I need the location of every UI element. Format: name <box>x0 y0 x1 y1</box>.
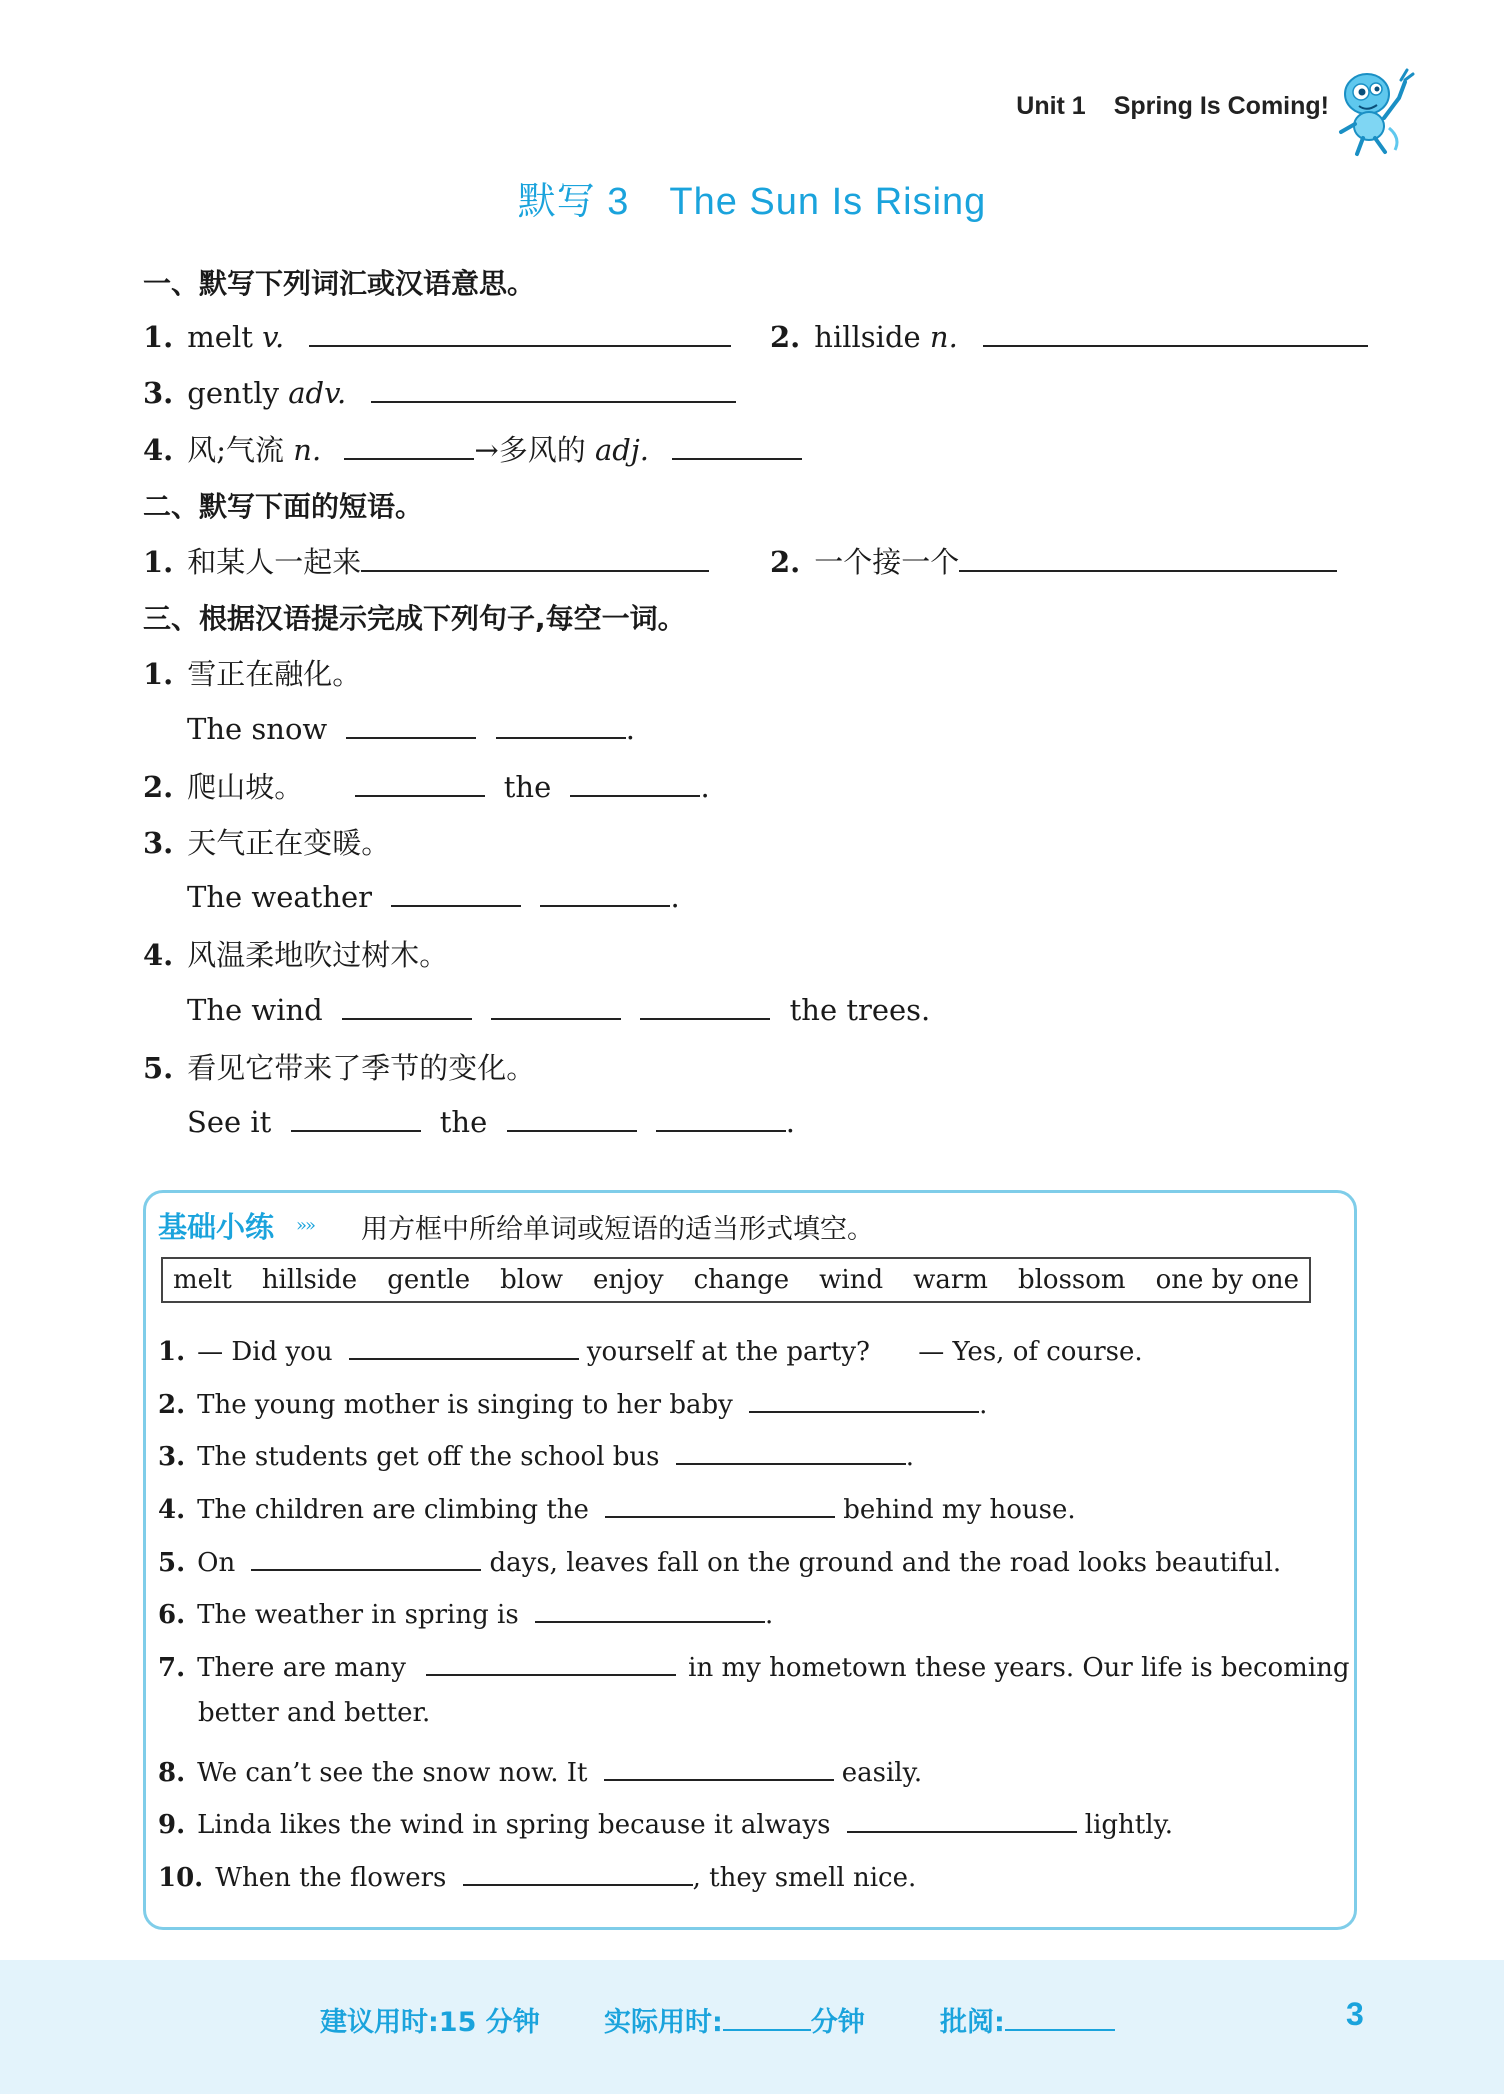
s3-item-4-en: The wind the trees. <box>187 990 930 1027</box>
answer-line[interactable] <box>309 317 731 347</box>
s1-item-4: 4. 风;气流 n. →多风的 adj. <box>143 428 802 469</box>
practice-item-7-cont: better and better. <box>198 1698 431 1728</box>
practice-title: 基础小练 <box>158 1210 275 1244</box>
practice-box <box>143 1190 1357 1930</box>
s3-item-3-cn: 3. 天气正在变暖。 <box>143 826 391 860</box>
mascot-icon <box>1329 58 1419 158</box>
footer-bar <box>0 1960 1504 2094</box>
unit-title: Spring Is Coming! <box>1113 92 1329 120</box>
answer-line[interactable] <box>251 1541 481 1571</box>
title-cn: 默写 3 <box>517 181 630 223</box>
s1-item-1: 1. melt v. <box>143 317 731 354</box>
answer-line[interactable] <box>361 542 709 572</box>
practice-item-7: 7. There are many in my hometown these years. Our life is becoming <box>158 1646 1350 1683</box>
answer-line[interactable] <box>676 1435 906 1465</box>
chevrons-icon: »» <box>296 1215 315 1236</box>
practice-item-10: 10. When the flowers , they smell nice. <box>158 1856 916 1893</box>
answer-line[interactable] <box>355 767 485 797</box>
answer-line[interactable] <box>605 1488 835 1518</box>
practice-item-6: 6. The weather in spring is . <box>158 1593 773 1630</box>
s1-item-3: 3. gently adv. <box>143 373 736 410</box>
answer-line[interactable] <box>291 1102 421 1132</box>
answer-line[interactable] <box>463 1856 693 1886</box>
answer-line[interactable] <box>672 430 802 460</box>
answer-line[interactable] <box>371 373 736 403</box>
answer-line[interactable] <box>640 990 770 1020</box>
answer-line[interactable] <box>656 1102 786 1132</box>
answer-line[interactable] <box>847 1803 1077 1833</box>
unit-label: Unit 1 <box>1016 92 1086 120</box>
answer-line[interactable] <box>346 709 476 739</box>
answer-line[interactable] <box>983 317 1368 347</box>
title-en: The Sun Is Rising <box>669 181 987 223</box>
s3-item-5-cn: 5. 看见它带来了季节的变化。 <box>143 1051 536 1085</box>
word-bank: melt hillside gentle blow enjoy change wind warm blossom one by one <box>161 1257 1311 1303</box>
actual-time-field[interactable] <box>723 2003 811 2031</box>
answer-line[interactable] <box>570 767 700 797</box>
answer-line[interactable] <box>342 990 472 1020</box>
answer-line[interactable] <box>959 542 1337 572</box>
answer-line[interactable] <box>604 1751 834 1781</box>
review-field[interactable] <box>1005 2003 1115 2031</box>
answer-line[interactable] <box>426 1646 676 1676</box>
s1-item-2: 2. hillside n. <box>770 317 1368 354</box>
suggested-time: 建议用时:15 分钟 <box>320 2007 540 2038</box>
answer-line[interactable] <box>496 709 626 739</box>
answer-line[interactable] <box>349 1330 579 1360</box>
practice-instruction: 用方框中所给单词或短语的适当形式填空。 <box>361 1214 874 1245</box>
s3-item-3-en: The weather . <box>187 877 680 914</box>
s3-item-5-en: See it the . <box>187 1102 795 1139</box>
page-title <box>0 170 1504 225</box>
s2-item-1: 1. 和某人一起来 <box>143 540 709 581</box>
practice-item-2: 2. The young mother is singing to her baby . <box>158 1383 987 1420</box>
page-number: 3 <box>1346 1996 1364 2032</box>
practice-item-5: 5. On days, leaves fall on the ground and the road looks beautiful. <box>158 1541 1281 1578</box>
answer-line[interactable] <box>535 1593 765 1623</box>
section3-heading: 三、根据汉语提示完成下列句子,每空一词。 <box>143 602 686 635</box>
section1-heading: 一、默写下列词汇或汉语意思。 <box>143 267 536 300</box>
unit-header <box>1016 92 1329 121</box>
practice-item-8: 8. We can’t see the snow now. It easily. <box>158 1751 922 1788</box>
answer-line[interactable] <box>507 1102 637 1132</box>
s3-item-4-cn: 4. 风温柔地吹过树木。 <box>143 938 449 972</box>
answer-line[interactable] <box>391 877 521 907</box>
actual-time: 实际用时: 分钟 <box>604 2000 865 2039</box>
answer-line[interactable] <box>344 430 474 460</box>
practice-item-4: 4. The children are climbing the behind my house. <box>158 1488 1076 1525</box>
answer-line[interactable] <box>749 1383 979 1413</box>
section2-heading: 二、默写下面的短语。 <box>143 490 424 523</box>
s3-item-1-cn: 1. 雪正在融化。 <box>143 657 362 691</box>
s3-item-2: 2. 爬山坡。 the . <box>143 765 710 806</box>
answer-line[interactable] <box>491 990 621 1020</box>
s3-item-1-en: The snow . <box>187 709 635 746</box>
practice-item-1: 1. — Did you yourself at the party? — Yes, of course. <box>158 1330 1143 1367</box>
practice-item-9: 9. Linda likes the wind in spring because it always lightly. <box>158 1803 1173 1840</box>
s2-item-2: 2. 一个接一个 <box>770 540 1337 581</box>
practice-item-3: 3. The students get off the school bus . <box>158 1435 914 1472</box>
answer-line[interactable] <box>540 877 670 907</box>
review: 批阅: <box>940 2000 1115 2039</box>
